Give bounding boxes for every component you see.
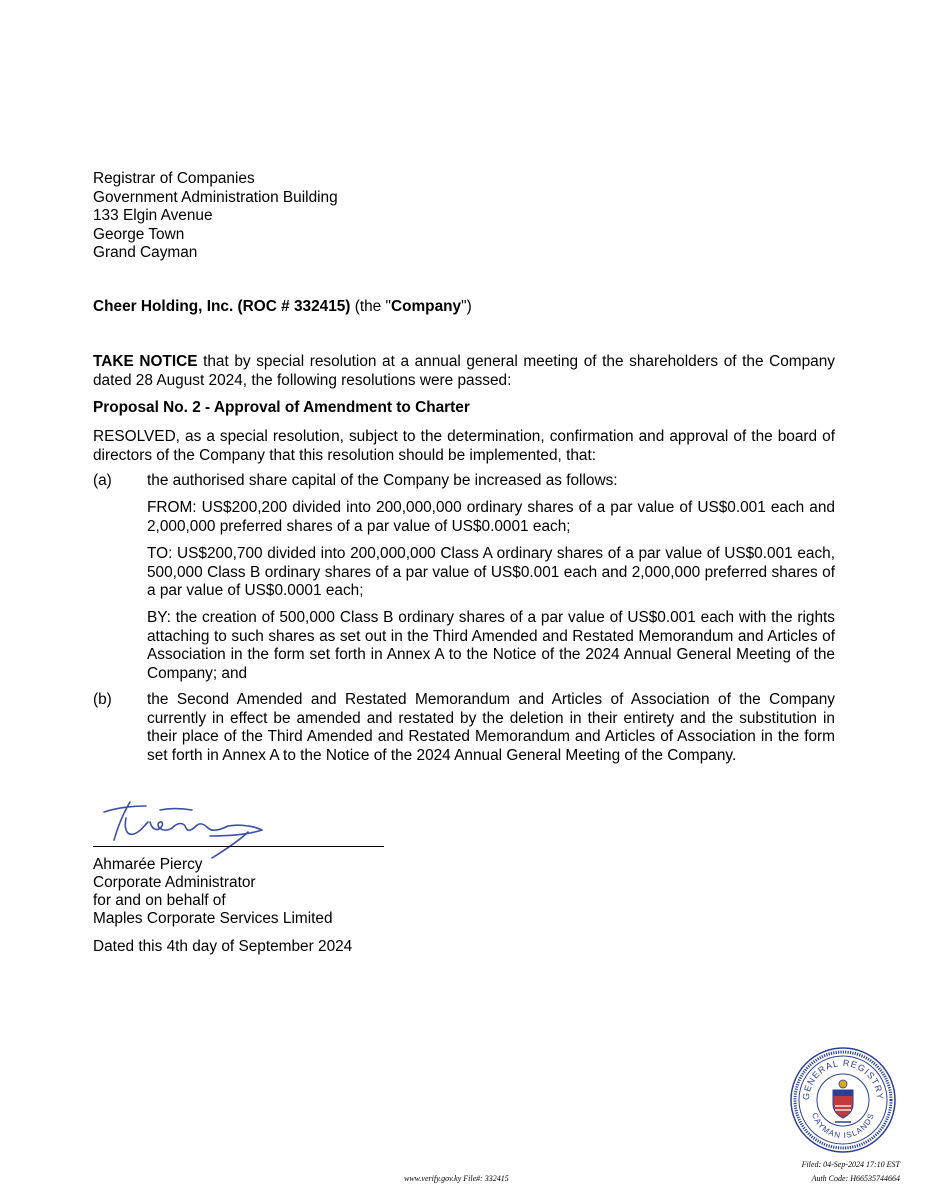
coat-of-arms-icon — [833, 1080, 853, 1122]
item-b-label: (b) — [93, 691, 112, 708]
company-mid: (the " — [350, 298, 391, 315]
recipient-address — [93, 170, 493, 263]
signatory-title: Corporate Administrator — [93, 874, 256, 891]
company-short: Company — [390, 298, 462, 315]
company-title — [93, 298, 853, 317]
signatory-block — [93, 856, 333, 928]
verify-footer: www.verify.gov.ky File#: 332415 — [404, 1174, 509, 1183]
to-paragraph: TO: US$200,700 divided into 200,000,000 Class A ordinary shares of a par value of US$0.001 each, 500,000 Class B ordinary shares of a par value of US$0.001 each and 2,000,000 preferred shares of a par value of US$0.0001 each; — [147, 545, 835, 599]
item-a-label: (a) — [93, 472, 112, 489]
general-registry-seal — [789, 1046, 897, 1154]
take-notice-paragraph — [93, 353, 835, 390]
address-line: George Town — [93, 225, 185, 243]
signature-line — [93, 846, 384, 847]
from-paragraph: FROM: US$200,200 divided into 200,000,000 ordinary shares of a par value of US$0.001 each and 2,000,000 preferred shares of a par value of US$0.0001 each; — [147, 499, 835, 535]
item-b-text: the Second Amended and Restated Memorandum and Articles of Association of the Company currently in effect be amended and restated by the deletion in their entirety and the substitution in their place of the Third Amended and Restated Memorandum and Articles of Association in the form set forth in Annex A to the Notice of the 2024 Annual General Meeting of the Company. — [147, 691, 835, 764]
company-end: ") — [461, 298, 472, 315]
take-notice-lead: TAKE NOTICE — [93, 353, 198, 370]
item-a-text: the authorised share capital of the Company be increased as follows: — [147, 472, 618, 489]
take-notice-text: that by special resolution at a annual general meeting of the shareholders of the Company dated 28 August 2024, the following resolutions were passed: — [93, 353, 835, 389]
address-line: 133 Elgin Avenue — [93, 207, 213, 224]
signatory-behalf: for and on behalf of — [93, 892, 226, 909]
address-line: Grand Cayman — [93, 244, 198, 261]
auth-code: Auth Code: H66535744664 — [811, 1174, 900, 1183]
signatory-name: Ahmarée Piercy — [93, 856, 203, 873]
by-paragraph: BY: the creation of 500,000 Class B ordinary shares of a par value of US$0.001 each with the rights attaching to such shares as set out in the Third Amended and Restated Memorandum and Articles of Association in the form set forth in Annex A to the Notice of the 2024 Annual General Meeting of the Company; and — [147, 609, 835, 682]
signatory-firm: Maples Corporate Services Limited — [93, 910, 333, 927]
filing-stamp — [730, 1158, 900, 1186]
filed-date: Filed: 04-Sep-2024 17:10 EST — [801, 1160, 900, 1169]
company-name: Cheer Holding, Inc. (ROC # 332415) — [93, 298, 351, 315]
seal-top-text: GENERAL REGISTRY — [800, 1057, 886, 1101]
seal-bottom-text: CAYMAN ISLANDS — [809, 1111, 877, 1141]
handwritten-signature — [100, 796, 280, 862]
dated-line: Dated this 4th day of September 2024 — [93, 938, 353, 955]
resolved-paragraph: RESOLVED, as a special resolution, subject to the determination, confirmation and approval of the board of directors of the Company that this resolution should be implemented, that: — [93, 428, 835, 464]
address-line: Registrar of Companies — [93, 170, 255, 187]
proposal-heading: Proposal No. 2 - Approval of Amendment to Charter — [93, 399, 470, 416]
address-line: Government Administration Building — [93, 188, 338, 206]
